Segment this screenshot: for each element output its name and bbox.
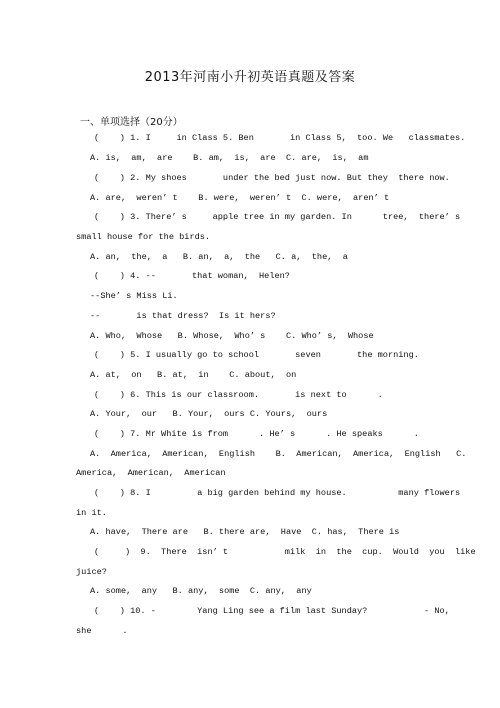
question-line: in it. <box>76 508 107 518</box>
answer-line: A. Who, Whose B. Whose, Who’ s C. Who’ s, Whose <box>90 331 374 341</box>
question-line: ( ) 2. My shoes under the bed just now. But they there now. <box>94 173 450 183</box>
answer-line: America, American, American <box>76 468 226 478</box>
answer-line: A. are, weren’ t B. were, weren’ t C. were, aren’ t <box>90 193 390 203</box>
question-line: she . <box>76 626 128 636</box>
page-title: 2013年河南小升初英语真题及答案 <box>144 70 356 85</box>
answer-line: A. some, any B. any, some C. any, any <box>90 586 312 596</box>
question-line: ( ) 8. I a big garden behind my house. many flowers <box>94 488 461 498</box>
answer-line: A. an, the, a B. an, a, the C. a, the, a <box>90 252 348 262</box>
question-line: ( ) 9. There isn’ t milk in the cup. Would you like <box>94 547 476 557</box>
section-heading: 一、单项选择（20分） <box>80 117 183 128</box>
question-line: ( ) 5. I usually go to school seven the morning. <box>94 350 419 360</box>
question-line: -- is that dress? Is it hers? <box>90 311 276 321</box>
question-line: juice? <box>76 567 107 577</box>
answer-line: A. America, American, English B. American, America, English C. <box>90 449 467 459</box>
answer-line: A. Your, our B. Your, ours C. Yours, ours <box>90 409 328 419</box>
question-line: small house for the birds. <box>76 232 211 242</box>
question-line: ( ) 7. Mr White is from . He’ s . He speaks . <box>94 429 419 439</box>
question-line: ( ) 3. There’ s apple tree in my garden. In tree, there’ s <box>94 212 461 222</box>
answer-line: A. at, on B. at, in C. about, on <box>90 370 297 380</box>
answer-line: A. have, There are B. there are, Have C. has, There is <box>90 527 400 537</box>
answer-line: A. is, am, are B. am, is, are C. are, is, am <box>90 153 369 163</box>
question-line: --She’ s Miss Li. <box>90 291 178 301</box>
question-line: ( ) 6. This is our classroom. is next to . <box>94 390 383 400</box>
question-line: ( ) 1. I in Class 5. Ben in Class 5, too. We classmates. <box>94 133 466 143</box>
question-line: ( ) 10. - Yang Ling see a film last Sunday? - No, <box>94 606 450 616</box>
question-line: ( ) 4. -- that woman, Helen? <box>94 271 290 281</box>
